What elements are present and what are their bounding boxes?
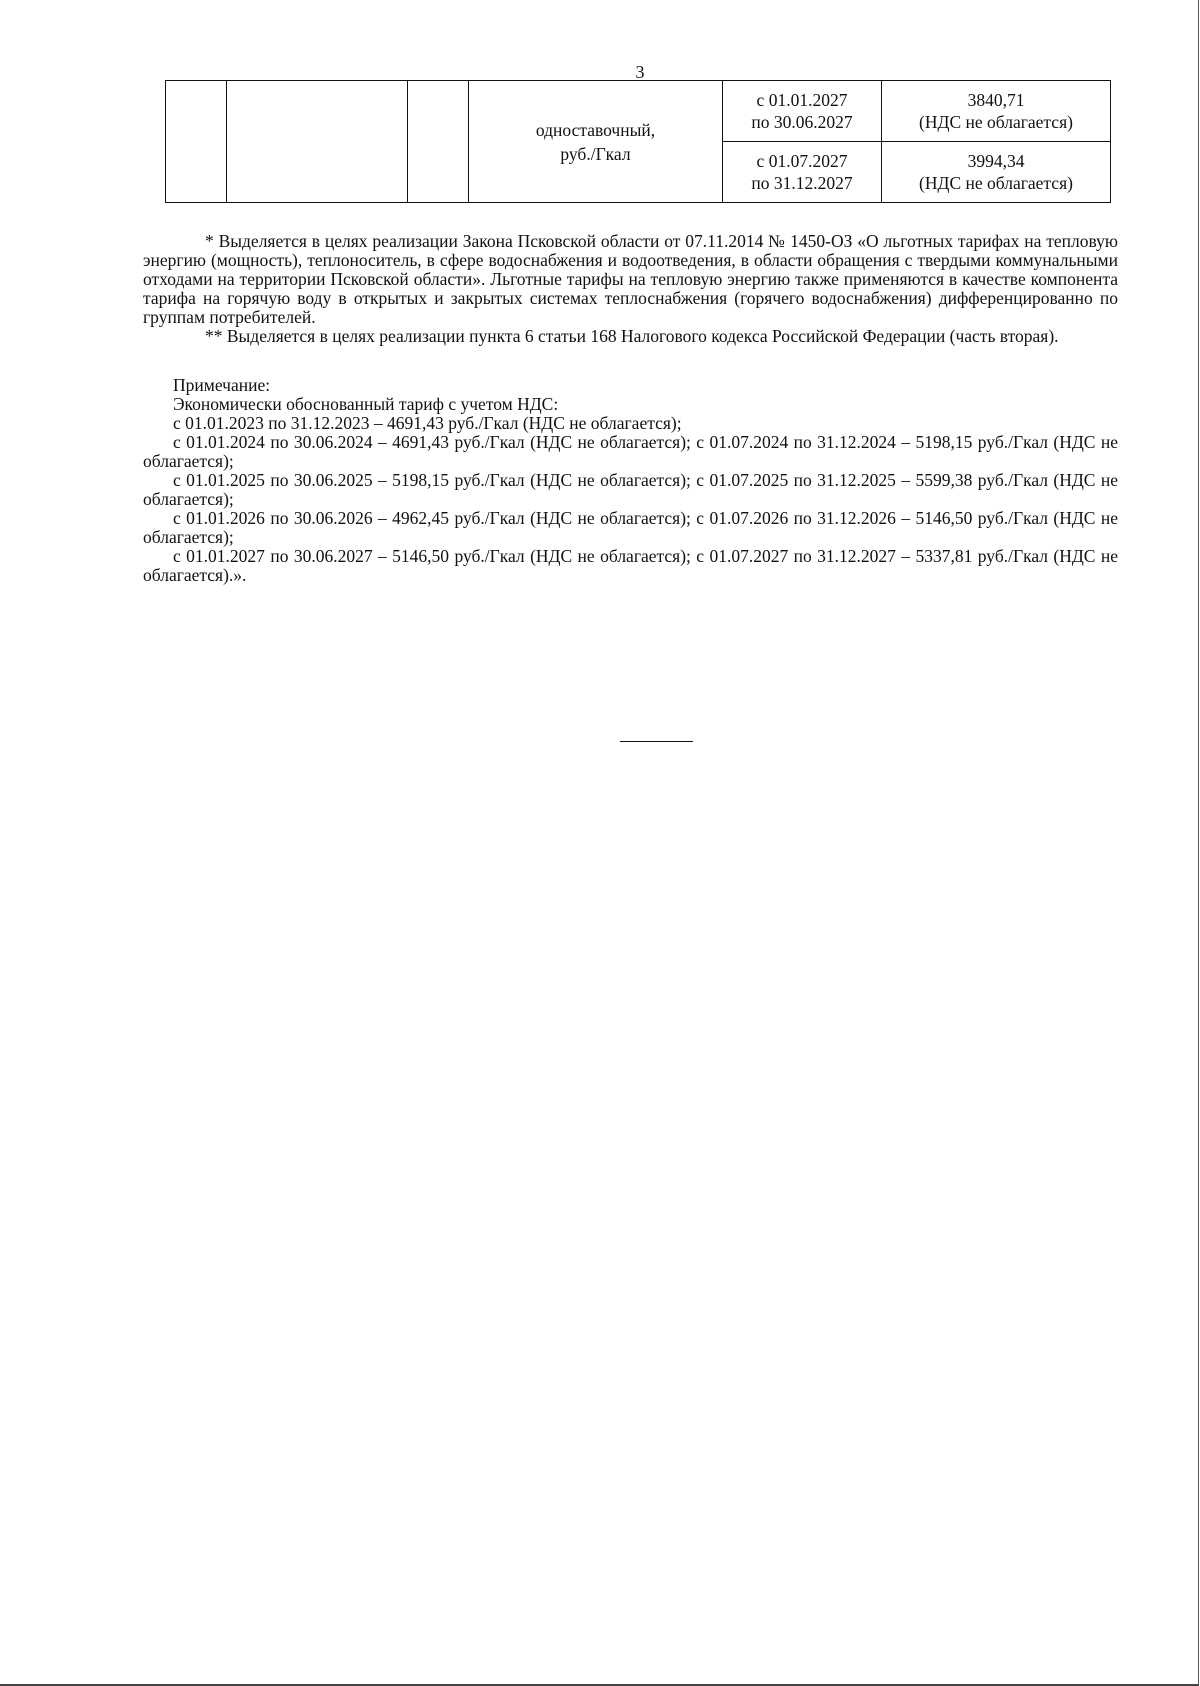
empty-cell	[227, 81, 408, 203]
note-line: с 01.01.2023 по 31.12.2023 – 4691,43 руб./Гкал (НДС не облагается);	[173, 413, 682, 433]
tariff-value: 3994,34	[967, 151, 1025, 171]
note-line: с 01.01.2026 по 30.06.2026 – 4962,45 руб./Гкал (НДС не облагается); с 01.07.2026 по 31.12.2026 – 5146,50 руб./Гкал (НДС не облагается);	[143, 508, 1118, 547]
tariff-table	[165, 80, 1111, 203]
unit-cell	[469, 81, 723, 203]
footnote-single-star: * Выделяется в целях реализации Закона Псковской области от 07.11.2014 № 1450-ОЗ «О льготных тарифах на тепловую энергию (мощность), теплоноситель, в сфере водоснабжения и водоотведения, в области обращения с твердыми коммунальными отходами на территории Псковской области». Льготные тарифы на тепловую энергию также применяются в качестве компонента тарифа на горячую воду в открытых и закрытых системах теплоснабжения (горячего водоснабжения) дифференцированно по группам потребителей.	[143, 231, 1118, 327]
empty-cell	[408, 81, 469, 203]
period-end: по 31.12.2027	[751, 173, 853, 193]
period-cell	[723, 81, 882, 142]
end-divider	[620, 741, 693, 742]
note-line: с 01.01.2027 по 30.06.2027 – 5146,50 руб./Гкал (НДС не облагается); с 01.07.2027 по 31.12.2027 – 5337,81 руб./Гкал (НДС не облагается).».	[143, 546, 1118, 585]
vat-note: (НДС не облагается)	[919, 173, 1073, 193]
period-cell	[723, 142, 882, 203]
unit-line: одноставочный,	[535, 119, 656, 140]
note-line: с 01.01.2025 по 30.06.2025 – 5198,15 руб./Гкал (НДС не облагается); с 01.07.2025 по 31.12.2025 – 5599,38 руб./Гкал (НДС не облагается);	[143, 470, 1118, 509]
value-cell	[882, 142, 1111, 203]
unit-line: руб./Гкал	[560, 143, 631, 164]
notes-section	[143, 232, 1118, 585]
tariff-value: 3840,71	[967, 90, 1025, 110]
note-subheading: Экономически обоснованный тариф с учетом НДС:	[173, 394, 559, 414]
note-block	[143, 376, 1118, 585]
page-number: 3	[635, 62, 645, 82]
table-row	[166, 81, 1111, 142]
footnote-double-star: ** Выделяется в целях реализации пункта 6 статьи 168 Налогового кодекса Российской Федерации (часть вторая).	[205, 326, 1059, 346]
note-heading: Примечание:	[173, 375, 271, 395]
period-end: по 30.06.2027	[751, 112, 853, 132]
period-start: с 01.07.2027	[756, 151, 848, 171]
period-start: с 01.01.2027	[756, 90, 848, 110]
value-cell	[882, 81, 1111, 142]
empty-cell	[166, 81, 227, 203]
note-line: с 01.01.2024 по 30.06.2024 – 4691,43 руб./Гкал (НДС не облагается); с 01.07.2024 по 31.12.2024 – 5198,15 руб./Гкал (НДС не облагается);	[143, 432, 1118, 471]
vat-note: (НДС не облагается)	[919, 112, 1073, 132]
